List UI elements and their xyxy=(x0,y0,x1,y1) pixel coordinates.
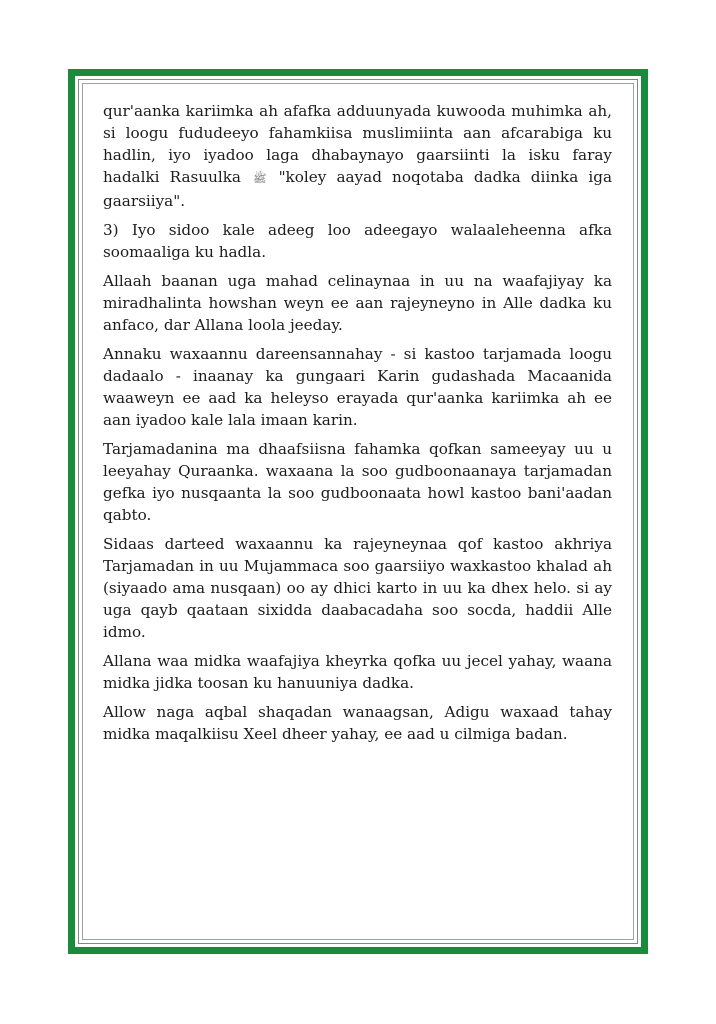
paragraph-6: Sidaas darteed waxaannu ka rajeyneynaa qof kastoo akhriya Tarjamadan in uu Mujammaca soo gaarsiiyo waxkastoo khalad ah (siyaado ama nusqaan) oo ay dhici karto in uu ka dhex helo. si ay uga qayb qaataan sixidda daabacadaha soo socda, haddii Alle idmo. xyxy=(103,535,612,641)
paragraph-1-quote: "koley aayad noqotaba dadka diinka iga gaarsiiya". xyxy=(103,168,613,210)
paragraph-1 xyxy=(103,100,612,212)
paragraph-7: Allana waa midka waafajiya kheyrka qofka uu jecel yahay, waana midka jidka toosan ku hanuuniya dadka. xyxy=(103,652,612,692)
paragraph-8: Allow naga aqbal shaqadan wanaagsan, Adigu waxaad tahay midka maqalkiisu Xeel dheer yahay, ee aad u cilmiga badan. xyxy=(103,703,612,743)
paragraph-2: 3) Iyo sidoo kale adeeg loo adeegayo walaaleheenna afka soomaaliga ku hadla. xyxy=(103,221,612,261)
honorific-glyph: ﷺ xyxy=(253,172,267,185)
paragraph-1-text: qur'aanka kariimka ah afafka adduunyada kuwooda muhimka ah, si loogu fududeeyo fahamkiisa muslimiinta aan afcarabiga ku hadlin, iyo iyadoo laga dhabaynayo gaarsiinti la isku faray hadalki Rasuulka xyxy=(103,102,612,186)
paragraph-3: Allaah baanan uga mahad celinaynaa in uu na waafajiyay ka miradhalinta howshan weyn ee aan rajeyneyno in Alle dadka ku anfaco, dar Allana loola jeeday. xyxy=(103,272,612,334)
paragraph-4: Annaku waxaannu dareensannahay - si kastoo tarjamada loogu dadaalo - inaanay ka gungaari Karin gudashada Macaanida waaweyn ee aad ka heleyso erayada qur'aanka kariimka ah ee aan iyadoo kale lala imaan karin. xyxy=(103,345,612,429)
document-body xyxy=(103,100,612,752)
paragraph-5: Tarjamadanina ma dhaafsiisna fahamka qofkan sameeyay uu u leeyahay Quraanka. waxaana la soo gudboonaanaya tarjamadan gefka iyo nusqaanta la soo gudboonaata howl kastoo bani'aadan qabto. xyxy=(103,440,612,524)
